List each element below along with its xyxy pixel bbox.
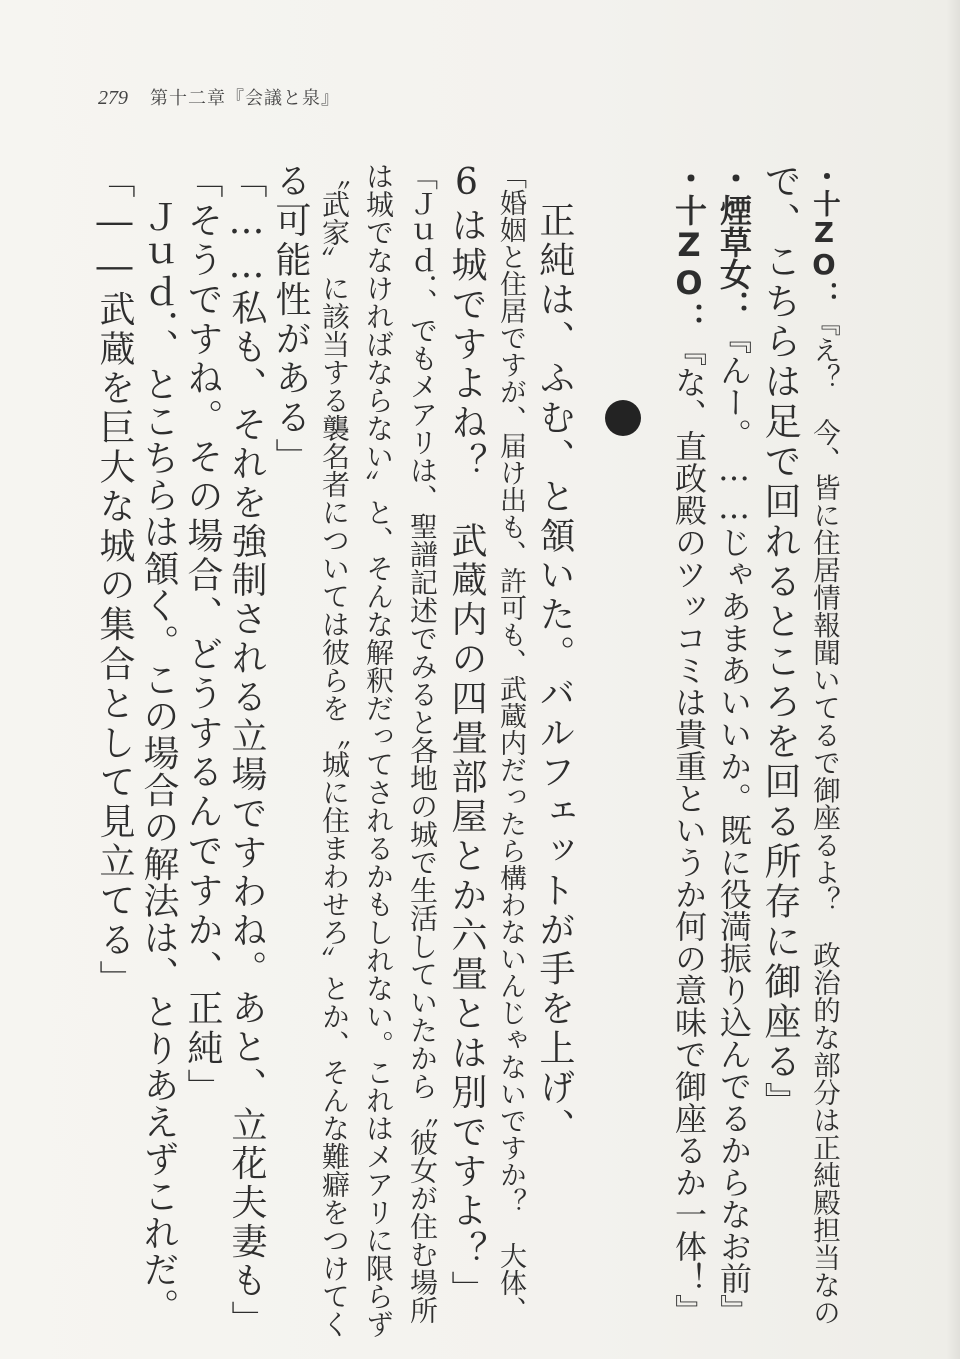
body-line-7: る可能性がある」 <box>270 162 311 478</box>
body-line-11: 「――武蔵を巨大な城の集合として見立てる」 <box>94 162 135 1000</box>
scene-break-dot <box>605 400 641 436</box>
speaker-name: ・十ZO： <box>808 162 840 309</box>
body-line-10: Ｊｕｄ．、とこちらは頷く。この場合の解法は、とりあえずこれだ。 <box>138 162 179 1325</box>
dialog-line-4 <box>669 162 709 1326</box>
page-edge-shadow <box>946 0 960 1359</box>
dialog-text: 『んー。……じゃあまあいいか。既に役満振り込んでるからなお前』 <box>715 322 753 1326</box>
body-line-5: は城でなければならない〟と、そんな解釈だってされるかもしれない。これはメアリに限らず <box>362 162 395 1338</box>
body-line-6: 〝武家〟に該当する襲名者については彼らを〝城に住まわせろ〟とか、そんな難癖をつけてく <box>318 162 351 1338</box>
dialog-text: 『え？ 今、皆に住居情報聞いてるで御座るよ？ 政治的な部分は正純殿担当なの <box>808 308 840 1326</box>
dialog-line-2 <box>759 162 799 1122</box>
chapter-title: 第十二章『会議と泉』 <box>150 88 340 109</box>
body-line-8: 「……私も、それを強制される立場ですわね。あと、立花夫妻も」 <box>226 162 267 1339</box>
body-line-3: 6は城ですよね？ 武蔵内の四畳部屋とか六畳とは別ですよ？」 <box>446 162 487 1310</box>
page-number: 279 <box>98 87 128 109</box>
dialog-text: 『な、直政殿のツッコミは貴重というか何の意味で御座るか一体！』 <box>670 334 708 1326</box>
speaker-name: ・十ZO： <box>670 162 708 334</box>
body-line-9: 「そうですね。その場合、どうするんですか、正純」 <box>182 162 223 1108</box>
speaker-name: ・煙草女： <box>715 162 753 322</box>
running-header <box>98 84 340 114</box>
dialog-line-3 <box>714 162 754 1326</box>
body-line-1: 正純は、ふむ、と頷いた。バルフェットが手を上げ、 <box>534 162 575 1147</box>
body-line-2: 「婚姻と住居ですが、届け出も、許可も、武蔵内だったら構わないんじゃないですか？ 大体、 <box>495 162 526 1323</box>
body-line-4: 「Ｊｕｄ．、でもメアリは、聖譜記述でみると各地の城で生活していたから〝彼女が住む場所 <box>406 162 439 1324</box>
dialog-text: で、こちらは足で回れるところを回る所存に御座る』 <box>758 162 801 1122</box>
dialog-line-1 <box>804 162 844 1326</box>
